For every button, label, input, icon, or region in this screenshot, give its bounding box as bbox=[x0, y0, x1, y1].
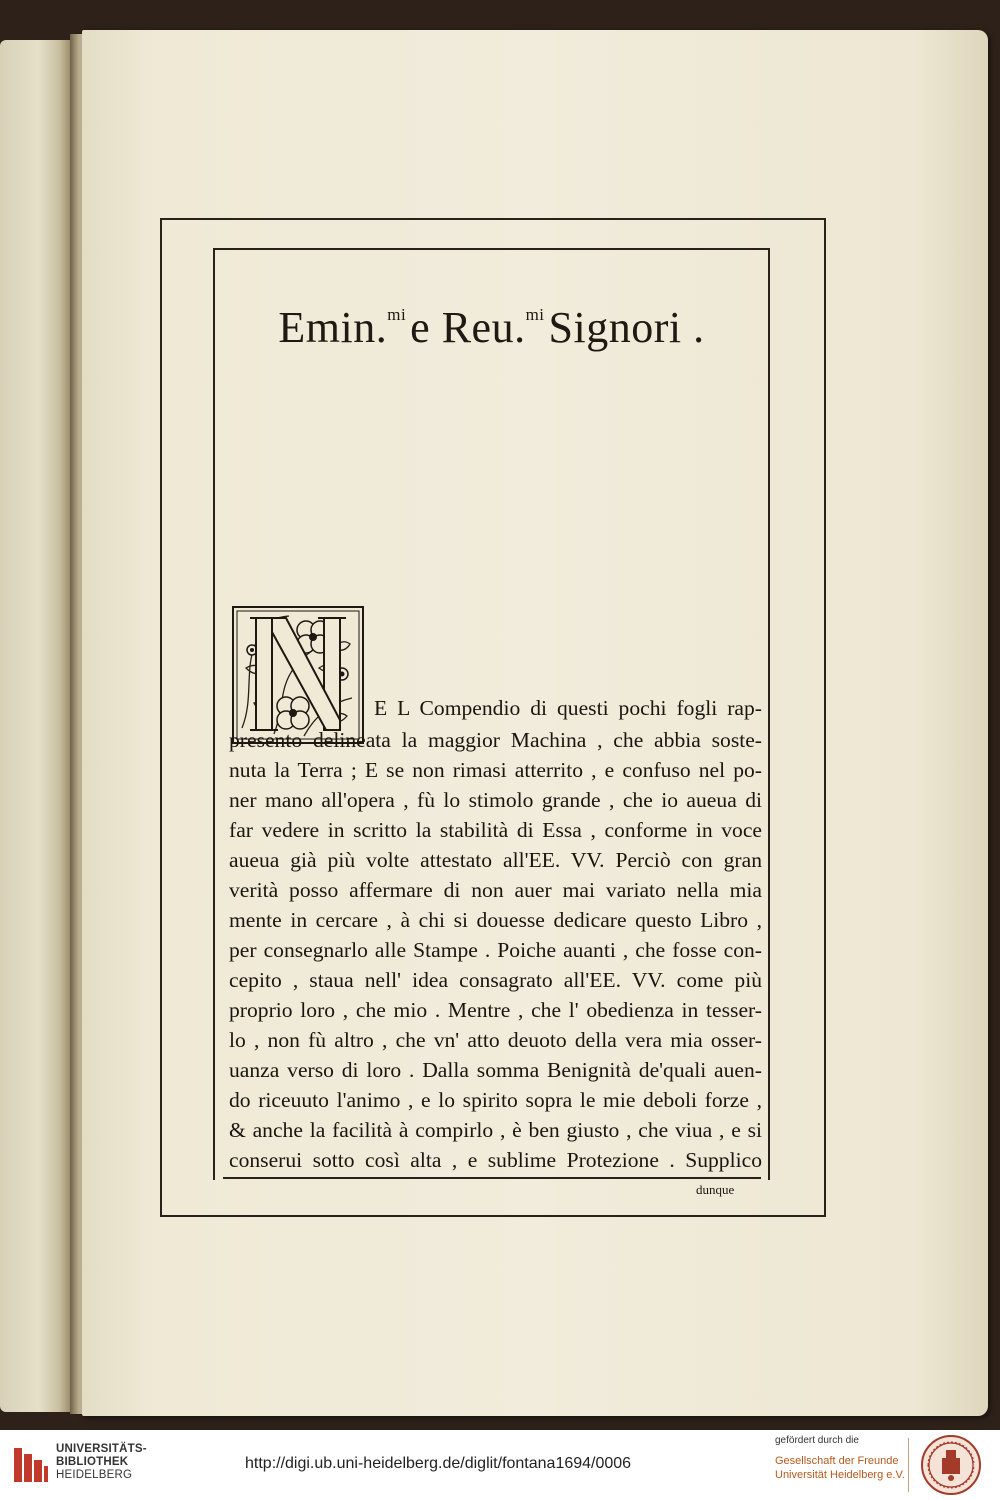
decorated-initial bbox=[232, 606, 364, 744]
text-line: aueua già più volte attestato all'EE. VV. Perciò con gran bbox=[229, 848, 762, 872]
text-line: verità posso affermare di non auer mai variato nella mia bbox=[229, 878, 762, 902]
text-line: proprio loro , che mio . Mentre , che l' obedienza in tesser- bbox=[229, 998, 762, 1022]
text-line: uanza verso di loro . Dalla somma Benignità de'quali auen- bbox=[229, 1058, 762, 1082]
floral-initial-icon bbox=[234, 608, 362, 742]
text-line: nuta la Terra ; E se non rimasi atterrito , e confuso nel po- bbox=[229, 758, 762, 782]
viewer-footer bbox=[0, 1430, 1000, 1500]
text-line: do riceuuto l'animo , e lo spirito sopra le mie deboli forze , bbox=[229, 1088, 762, 1112]
catchword: dunque bbox=[696, 1182, 735, 1197]
text-line: lo , non fù altro , che vn' atto deuoto della vera mia osser- bbox=[229, 1028, 762, 1052]
sponsor-name[interactable]: Gesellschaft der Freunde Universität Heidelberg e.V. bbox=[775, 1455, 905, 1481]
text-line: per consegnarlo alle Stampe . Poiche auanti , che fosse con- bbox=[229, 938, 762, 962]
text-line: conserui sotto così alta , e sublime Protezione . Supplico bbox=[229, 1148, 762, 1172]
text-line: mente in cercare , à chi si douesse dedicare questo Libro , bbox=[229, 908, 762, 932]
text-frame bbox=[213, 248, 770, 1180]
bottom-rule bbox=[223, 1177, 761, 1179]
permalink-url[interactable]: http://digi.ub.uni-heidelberg.de/diglit/fontana1694/0006 bbox=[245, 1455, 632, 1472]
text-line: ner mano all'opera , fù lo stimolo grande , che io aueua di bbox=[229, 788, 762, 812]
left-page-edge bbox=[0, 40, 70, 1412]
sponsor-label: gefördert durch die bbox=[775, 1435, 859, 1446]
outer-frame bbox=[160, 218, 826, 1217]
text-line: E L Compendio di questi pochi fogli rap- bbox=[374, 696, 762, 720]
text-line: cepito , staua nell' idea consagrato all'EE. VV. come più bbox=[229, 968, 762, 992]
book-page bbox=[82, 30, 988, 1416]
university-seal-icon[interactable] bbox=[920, 1434, 982, 1496]
page-title: Emin.$^{mi}$e Reu.$^{mi}$Signori . bbox=[278, 303, 705, 352]
text-line: & anche la facilità à compirlo , è ben giusto , che viua , e si bbox=[229, 1118, 762, 1142]
ub-heidelberg-logo-icon[interactable] bbox=[12, 1446, 50, 1484]
text-line: presento delineata la maggior Machina , che abbia soste- bbox=[229, 728, 762, 752]
text-line: far vedere in scritto la stabilità di Essa , conforme in voce bbox=[229, 818, 762, 842]
footer-divider bbox=[908, 1438, 909, 1492]
library-name[interactable]: UNIVERSITÄTS- BIBLIOTHEK HEIDELBERG bbox=[56, 1443, 147, 1481]
